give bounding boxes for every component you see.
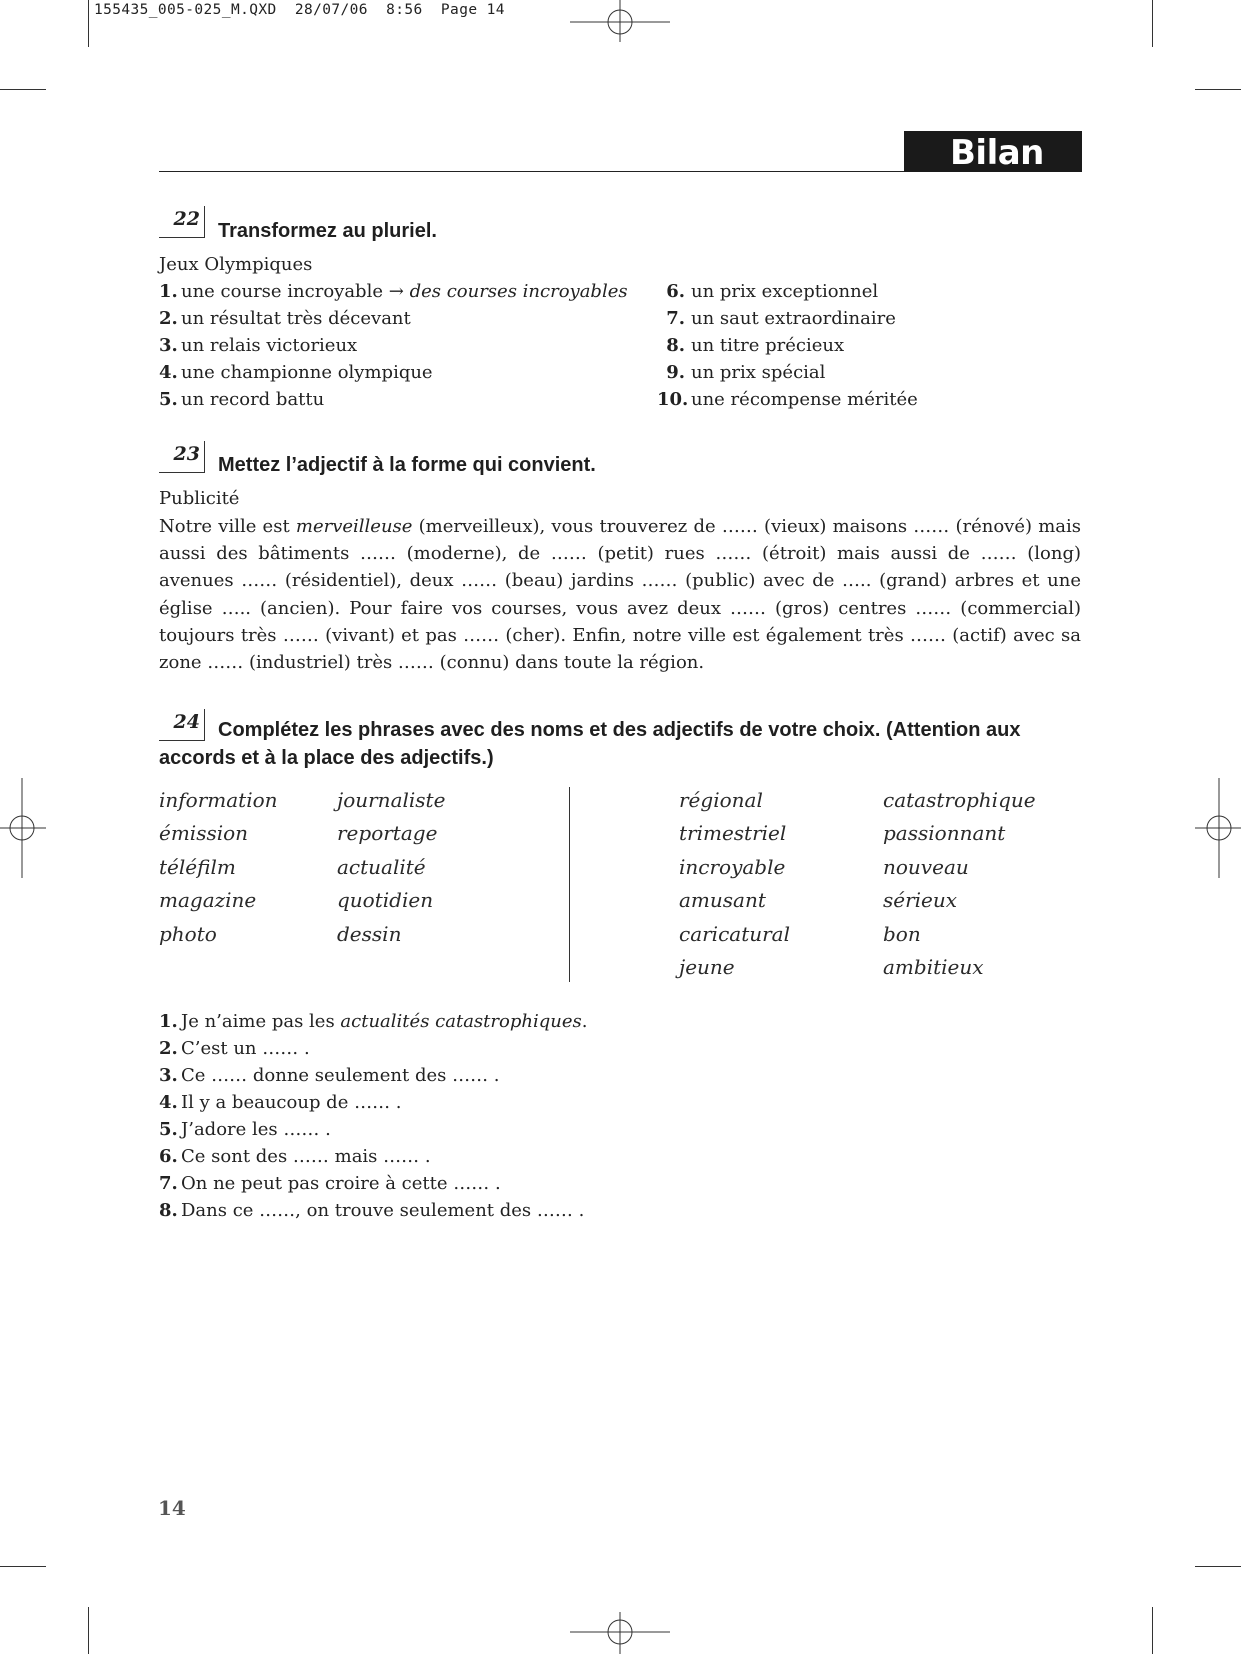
item-text: Il y a beaucoup de …… . [181,1092,402,1113]
vocab-word: actualité [337,854,426,879]
list-item [657,388,918,412]
exercise-24-title-text: Complétez les phrases avec des noms et des adjectifs de votre choix. (Attention aux accords et à la place des adjectifs.) [159,719,1021,769]
list-item [657,307,896,331]
item-number: 3. [159,1065,178,1086]
item-text: Ce …… donne seulement des …… . [181,1065,500,1086]
list-item [159,1145,431,1169]
exercise-24-title [159,716,1089,772]
vocab-word: passionnant [883,821,1006,846]
exercise-22-title: Transformez au pluriel. [218,220,437,242]
list-item [159,388,324,412]
item-text: une championne olympique [181,362,433,383]
list-item [657,334,844,358]
list-item [159,334,357,358]
item-number: 5. [159,389,178,410]
exercise-23-subtitle: Publicité [159,488,240,509]
vocab-word: nouveau [883,854,969,879]
vocab-word: magazine [159,888,257,913]
item-text: une récompense méritée [691,389,918,410]
vocab-word: caricatural [679,921,791,946]
vocab-word: ambitieux [883,954,984,979]
item-text: C’est un …… . [181,1038,310,1059]
item-number: 2. [159,308,178,329]
item-text: un prix spécial [691,362,826,383]
vocab-column-nouns-2 [337,784,445,951]
exercise-23-paragraph [159,513,1081,676]
vocab-word: photo [159,921,217,946]
exercise-24-example [159,1010,587,1034]
section-title-tab: Bilan [904,131,1082,172]
registration-mark-left [0,778,46,878]
item-text: Je n’aime pas les [181,1011,341,1032]
list-item [159,361,433,385]
registration-mark-bottom [570,1612,670,1654]
vocab-column-adjectives-2 [883,784,1036,984]
item-text: un saut extraordinaire [691,308,896,329]
vocab-word: bon [883,921,921,946]
item-number: 2. [159,1038,178,1059]
vocab-word: régional [679,788,763,812]
list-item [159,307,411,331]
vocab-word: quotidien [337,888,434,913]
item-end: . [581,1011,588,1032]
item-number: 6. [666,281,685,302]
list-item [159,1172,501,1196]
item-number: 10. [657,389,689,410]
vocab-column-nouns-1 [159,784,278,951]
item-text: un relais victorieux [181,335,358,356]
item-text: Ce sont des …… mais …… . [181,1146,431,1167]
printer-slug: 155435_005-025_M.QXD 28/07/06 8:56 Page 14 [94,2,505,18]
list-item [159,1118,331,1142]
item-number: 8. [159,1200,178,1221]
item-number: 4. [159,362,178,383]
list-item [657,361,825,385]
vocab-word: journaliste [337,788,446,812]
example-answer: merveilleuse [295,516,413,537]
item-text: On ne peut pas croire à cette …… . [181,1173,501,1194]
exercise-22-subtitle: Jeux Olympiques [159,254,313,275]
item-text: un record battu [181,389,325,410]
paragraph-rest: (merveilleux), vous trouverez de …… (vieux) maisons …… (rénové) mais aussi des bâtiments …… (moderne), de …… (petit) rues …… (étroit) mais aussi de …… (long) avenues …… (résidentiel), deux …… (beau) jardins …… (public) avec de ….. (grand) arbres et une église ….. (ancien). Pour faire vos courses, vous avez deux …… (gros) centres …… (commercial) toujours très …… (vivant) et pas …… (cher). Enfin, notre ville est également très …… (actif) avec sa zone …… (industriel) très …… (connu) dans toute la région. [159,516,1082,674]
item-text: un prix exceptionnel [691,281,879,302]
registration-mark-right [1195,778,1241,878]
vocab-word: émission [159,821,249,846]
exercise-number-23: 23 [159,441,205,473]
vocab-word: incroyable [679,854,786,879]
vocab-word: amusant [679,888,766,913]
item-number: 9. [666,362,685,383]
vocab-word: dessin [337,921,402,946]
paragraph-start: Notre ville est [159,516,296,537]
vocab-word: reportage [337,821,438,846]
item-text: un titre précieux [691,335,845,356]
exercise-number-22: 22 [159,206,205,238]
list-item [159,1091,402,1115]
list-item [657,280,878,304]
example-answer: des courses incroyables [409,281,628,302]
item-number: 4. [159,1092,178,1113]
vocab-word: sérieux [883,888,958,913]
item-text: une course incroyable [181,281,383,302]
list-item [159,1199,584,1223]
item-number: 3. [159,335,178,356]
item-number: 1. [159,281,178,302]
vocab-word: catastrophique [883,788,1036,812]
example-answer: actualités catastrophiques [340,1011,582,1032]
registration-mark-top [570,0,670,42]
vocab-column-adjectives-1 [679,784,790,984]
vocab-divider [569,787,570,982]
vocab-word: trimestriel [679,821,787,846]
exercise-23-title: Mettez l’adjectif à la forme qui convient. [218,454,596,476]
page-number: 14 [158,1496,186,1520]
exercise-22-example [159,280,628,304]
item-text: Dans ce ……, on trouve seulement des …… . [181,1200,585,1221]
item-number: 1. [159,1011,178,1032]
item-number: 7. [159,1173,178,1194]
vocab-word: téléfilm [159,854,236,879]
item-text: J’adore les …… . [181,1119,331,1140]
item-number: 7. [666,308,685,329]
item-number: 8. [666,335,685,356]
list-item [159,1064,500,1088]
item-number: 6. [159,1146,178,1167]
item-text: un résultat très décevant [181,308,411,329]
vocab-word: jeune [679,954,735,979]
arrow-icon: → [388,281,404,302]
vocab-word: information [159,788,278,812]
list-item [159,1037,310,1061]
item-number: 5. [159,1119,178,1140]
exercise-number-24: 24 [159,709,205,741]
